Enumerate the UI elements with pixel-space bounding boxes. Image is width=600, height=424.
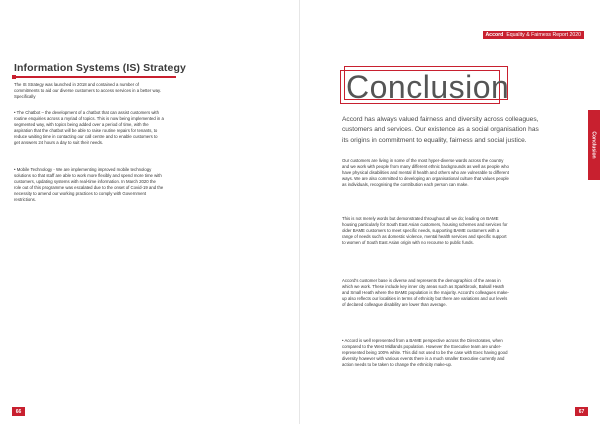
header-brand: Accord bbox=[485, 32, 504, 38]
side-tab-label: Conclusion bbox=[591, 131, 598, 159]
page-number-left: 66 bbox=[12, 407, 25, 416]
intro-paragraph: The IS Strategy was launched in 2018 and contained a number of commitments to aid our diverse customers to access services in a better way. Specifically bbox=[14, 82, 162, 99]
side-tab bbox=[588, 110, 600, 180]
report-header bbox=[483, 31, 584, 39]
header-title: Equality & Fairness Report 2020 bbox=[505, 31, 584, 39]
executive-paragraph: • Accord is well represented from a BAME perspective across the Directorates, when compared to the West Midlands population. However the Executive team are under-represented being 100% white. This did not used to be the case with Exec having good diversity however with various events there is a much smaller Executive currently and action needs to be taken to change the ethnicity make-up. bbox=[342, 338, 508, 367]
chatbot-paragraph: • The Chatbot – the development of a chatbot that can assist customers with routine enquiries across a myriad of topics. This is now being implemented in a segmented way, with topics being added over a period of time, with the aspiration that the chatbot will be able to raise routine repairs for tenants, to reduce waiting time in contacting our call centre and to enable customers to get answers 24 hours a day to suit their needs. bbox=[14, 110, 164, 145]
title-underline bbox=[16, 76, 176, 78]
page-number-right: 67 bbox=[575, 407, 588, 416]
customer-base-paragraph: Accord's customer base is diverse and represents the demographics of the areas in which we work. These include key inner city areas such as Sparkbrook, Balsall Heath and Small Heath where the BAME population is the majority. Accord's colleagues make-up also reflects our localities in terms of ethnicity but there are variations and our levels of declared colleague disability are lower than average. bbox=[342, 278, 509, 307]
conclusion-heading bbox=[340, 66, 510, 110]
right-page bbox=[300, 0, 600, 424]
bame-housing-paragraph: This is not merely words but demonstrated throughout all we do; leading on BAME housing particularly for South East Asian customers, housing schemes and services for older BAME customers to meet specific needs, supporting BAME customers with a range of needs such as domestic violence, mental health services and specific support to women of South East Asian origin with no recourse to public funds. bbox=[342, 216, 508, 245]
mobile-technology-paragraph: • Mobile Technology - We are implementing improved mobile technology solutions so that staff are able to work more flexibly and spend more time with customers, updating systems with real-time information. In March 2020 the role out of this programme was escalated due to the onset of Covid-19 and the necessity to amend our working practices to comply with Government restrictions. bbox=[14, 167, 164, 202]
heading-text: Conclusion bbox=[346, 69, 510, 105]
conclusion-intro: Accord has always valued fairness and diversity across colleagues, customers and services. Our existence as a social organisation has its origins in commitment to equality, fairness and social justice. bbox=[342, 116, 539, 144]
section-title: Information Systems (IS) Strategy bbox=[14, 62, 186, 74]
customers-paragraph: Our customers are living in some of the most hyper-diverse wards across the country and we work with people from many different ethnic backgrounds as well as people who have physical disabilities and mental ill health and others who are vulnerable to different ways. We are also committed to developing an organisational culture that values people as individuals, recognising the contribution each person can make. bbox=[342, 158, 509, 187]
